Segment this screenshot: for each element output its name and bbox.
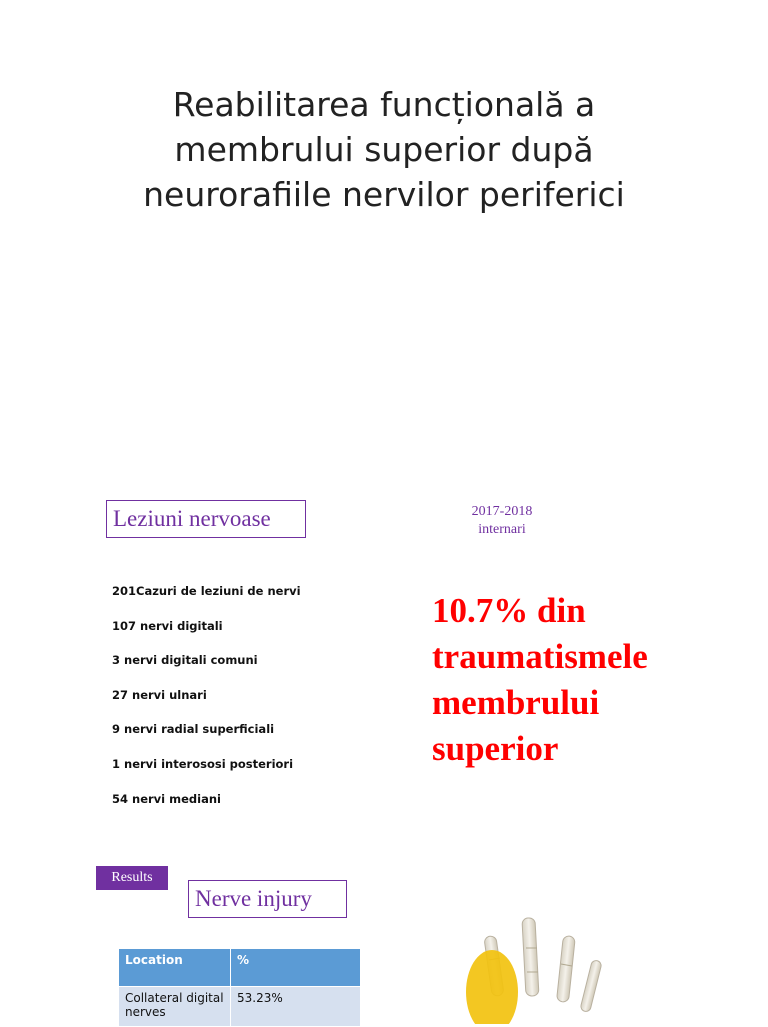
highlight-line-2: traumatismele bbox=[432, 637, 648, 676]
list-item: 3 nervi digitali comuni bbox=[112, 653, 258, 668]
section-heading-nerve-lesions: Leziuni nervoase bbox=[106, 500, 306, 538]
table-row bbox=[119, 987, 361, 1027]
list-item: 54 nervi mediani bbox=[112, 791, 221, 806]
list-item: 1 nervi interososi posteriori bbox=[112, 756, 294, 771]
results-tag: Results bbox=[96, 866, 168, 890]
nerve-injury-table bbox=[118, 948, 361, 1027]
period-note: internari bbox=[478, 522, 526, 537]
table-cell-location: Collateral digital nerves bbox=[119, 987, 231, 1027]
list-item: 9 nervi radial superficiali bbox=[112, 722, 275, 737]
highlight-line-1: 10.7% din bbox=[432, 591, 586, 630]
title-line-1: Reabilitarea funcțională a bbox=[172, 85, 596, 124]
table-header-percent: % bbox=[231, 949, 361, 987]
page-title bbox=[60, 82, 708, 217]
table-header-location: Location bbox=[119, 949, 231, 987]
lesion-stats-list bbox=[112, 581, 301, 823]
hand-xray-icon bbox=[440, 868, 630, 1024]
highlight-line-4: superior bbox=[432, 729, 559, 768]
list-item: 201Cazuri de leziuni de nervi bbox=[112, 584, 301, 598]
list-item: 107 nervi digitali bbox=[112, 618, 223, 633]
title-line-2: membrului superior după bbox=[174, 130, 594, 169]
highlight-line-3: membrului bbox=[432, 683, 600, 722]
table-cell-percent: 53.23% bbox=[231, 987, 361, 1027]
list-item: 27 nervi ulnari bbox=[112, 687, 207, 702]
period-label bbox=[452, 503, 552, 539]
section-heading-nerve-injury: Nerve injury bbox=[188, 880, 347, 918]
table-header-row bbox=[119, 949, 361, 987]
title-line-3: neurorafiile nervilor periferici bbox=[143, 175, 625, 214]
period-years: 2017-2018 bbox=[471, 504, 533, 519]
highlight-statistic bbox=[432, 588, 752, 772]
